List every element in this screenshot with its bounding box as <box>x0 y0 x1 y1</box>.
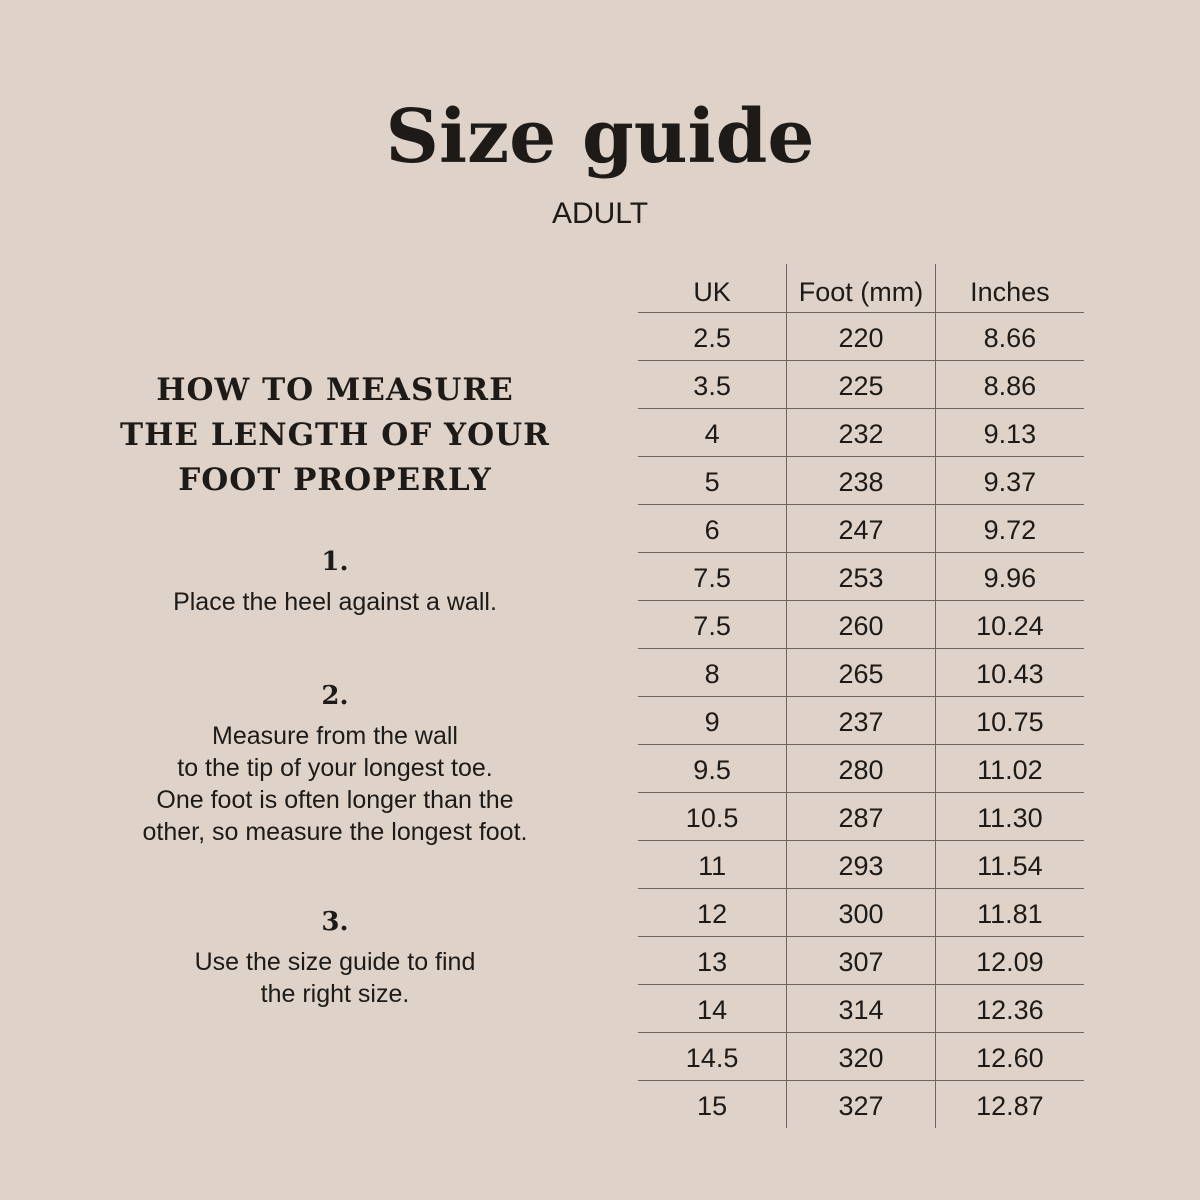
foot-mm-cell: 237 <box>787 696 936 744</box>
foot-mm-cell: 247 <box>787 504 936 552</box>
table-row <box>638 360 1084 408</box>
table-row <box>638 312 1084 360</box>
step-line: the right size. <box>260 980 410 1008</box>
inches-cell: 9.96 <box>935 552 1084 600</box>
foot-mm-cell: 293 <box>787 840 936 888</box>
step-3 <box>90 906 580 1010</box>
foot-mm-cell: 314 <box>787 984 936 1032</box>
foot-mm-cell: 280 <box>787 744 936 792</box>
instructions-heading <box>90 368 580 503</box>
column-header-foot-mm: Foot (mm) <box>787 264 936 312</box>
instructions-panel <box>90 368 580 1008</box>
inches-cell: 9.37 <box>935 456 1084 504</box>
uk-size-cell: 15 <box>697 1090 728 1121</box>
uk-size-cell: 2.5 <box>638 312 787 360</box>
foot-mm-cell: 260 <box>787 600 936 648</box>
inches-cell: 9.13 <box>935 408 1084 456</box>
table-row <box>638 696 1084 744</box>
uk-size-cell: 14.5 <box>638 1032 787 1080</box>
table-row <box>638 888 1084 936</box>
inches-cell: 10.43 <box>935 648 1084 696</box>
foot-mm-cell: 232 <box>787 408 936 456</box>
foot-mm-cell: 287 <box>787 792 936 840</box>
table-row <box>638 408 1084 456</box>
inches-cell: 10.24 <box>935 600 1084 648</box>
step-text <box>90 586 580 618</box>
table-row <box>638 984 1084 1032</box>
heading-line: THE LENGTH OF YOUR <box>120 417 550 453</box>
heading-line: FOOT PROPERLY <box>178 462 492 498</box>
foot-mm-cell: 265 <box>787 648 936 696</box>
inches-cell: 11.54 <box>935 840 1084 888</box>
foot-mm-cell: 327 <box>787 1080 936 1128</box>
size-table <box>638 264 1084 1128</box>
table-row <box>638 840 1084 888</box>
foot-mm-cell: 238 <box>787 456 936 504</box>
uk-size-cell: 6 <box>638 504 787 552</box>
page-subtitle: ADULT <box>551 197 649 230</box>
uk-size-cell: 3.5 <box>638 360 787 408</box>
uk-size-cell: 12 <box>638 888 787 936</box>
uk-size-cell: 13 <box>638 936 787 984</box>
inches-cell: 8.86 <box>935 360 1084 408</box>
step-1 <box>90 546 580 618</box>
table-row <box>638 744 1084 792</box>
table-row <box>638 552 1084 600</box>
inches-cell: 12.09 <box>935 936 1084 984</box>
size-table-body <box>638 312 1084 1128</box>
uk-size-cell: 14 <box>638 984 787 1032</box>
inches-cell: 10.75 <box>935 696 1084 744</box>
step-line: Place the heel against a wall. <box>173 588 497 616</box>
uk-size-cell: 4 <box>638 408 787 456</box>
inches-cell: 11.81 <box>935 888 1084 936</box>
step-number: 2. <box>321 681 349 711</box>
foot-mm-cell: 320 <box>787 1032 936 1080</box>
step-line: One foot is often longer than the <box>156 786 514 814</box>
inches-cell: 11.02 <box>935 744 1084 792</box>
step-text <box>90 720 580 848</box>
uk-size-cell: 7.5 <box>638 600 787 648</box>
foot-mm-cell: 225 <box>787 360 936 408</box>
step-number: 3. <box>321 907 349 937</box>
table-header-row <box>638 264 1084 312</box>
foot-mm-cell: 307 <box>787 936 936 984</box>
uk-size-cell: 8 <box>638 648 787 696</box>
table-row <box>638 792 1084 840</box>
inches-cell: 12.36 <box>935 984 1084 1032</box>
foot-mm-cell: 220 <box>787 312 936 360</box>
table-row <box>638 600 1084 648</box>
inches-cell: 12.60 <box>935 1032 1084 1080</box>
table-row <box>638 504 1084 552</box>
page-title: Size guide <box>385 94 815 180</box>
step-number: 1. <box>321 547 349 577</box>
uk-size-cell: 9.5 <box>638 744 787 792</box>
uk-size-cell: 7.5 <box>638 552 787 600</box>
step-line: to the tip of your longest toe. <box>177 754 493 782</box>
step-line: Use the size guide to find <box>194 948 476 976</box>
uk-size-cell: 10.5 <box>638 792 787 840</box>
uk-size-cell: 9 <box>638 696 787 744</box>
column-header-inches: Inches <box>935 264 1084 312</box>
inches-cell: 12.87 <box>935 1080 1084 1128</box>
inches-cell: 8.66 <box>935 312 1084 360</box>
table-row <box>638 1032 1084 1080</box>
uk-size-cell: 5 <box>638 456 787 504</box>
inches-cell: 9.72 <box>935 504 1084 552</box>
step-text <box>90 946 580 1010</box>
table-row <box>638 1080 1084 1128</box>
foot-mm-cell: 300 <box>787 888 936 936</box>
column-header-uk: UK <box>638 264 787 312</box>
table-row <box>638 648 1084 696</box>
table-row <box>638 936 1084 984</box>
uk-size-cell: 11 <box>638 840 787 888</box>
step-line: other, so measure the longest foot. <box>142 818 528 846</box>
table-row <box>638 456 1084 504</box>
inches-cell: 11.30 <box>935 792 1084 840</box>
step-line: Measure from the wall <box>212 722 458 750</box>
step-2 <box>90 680 580 848</box>
foot-mm-cell: 253 <box>787 552 936 600</box>
heading-line: HOW TO MEASURE <box>156 372 514 408</box>
